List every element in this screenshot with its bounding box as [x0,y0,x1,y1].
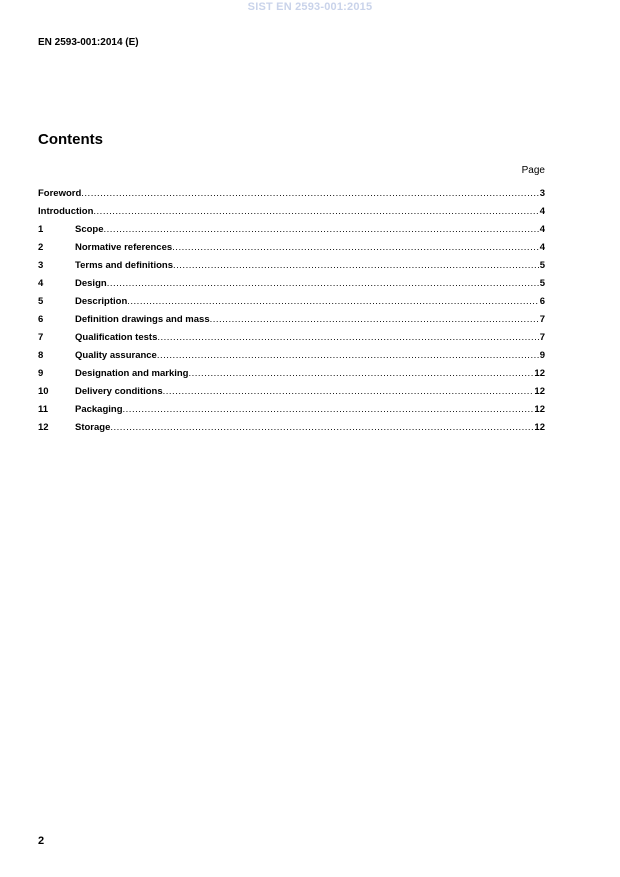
toc-entry-normative-references[interactable] [38,242,545,260]
toc-entry-definition-drawings-and-mass[interactable] [38,314,545,332]
toc-entry-quality-assurance[interactable] [38,350,545,368]
toc-entry-page: 7 [539,314,545,325]
toc-entry-description[interactable] [38,296,545,314]
toc-entry-number: 9 [38,368,44,379]
toc-dot-leader [127,296,538,307]
toc-entry-introduction[interactable] [38,206,545,224]
document-id: EN 2593-001:2014 (E) [38,37,139,48]
toc-entry-scope[interactable] [38,224,545,242]
toc-dot-leader [189,368,534,379]
toc-entry-page: 4 [539,242,545,253]
toc-entry-number: 1 [38,224,44,235]
toc-dot-leader [107,278,539,289]
toc-entry-title: Design [75,278,107,289]
watermark: SIST EN 2593-001:2015 [247,1,373,13]
toc-entry-storage[interactable] [38,422,545,440]
toc-entry-page: 6 [539,296,545,307]
toc-entry-page: 5 [539,278,545,289]
toc-entry-page: 12 [534,422,545,433]
toc-entry-page: 12 [534,368,545,379]
toc-entry-number: 6 [38,314,44,325]
toc-entry-foreword[interactable] [38,188,545,206]
toc-entry-page: 5 [539,260,545,271]
toc-entry-title: Normative references [75,242,173,253]
toc-entry-number: 12 [38,422,49,433]
toc-entry-title: Scope [75,224,104,235]
toc-dot-leader [81,188,538,199]
toc-entry-number: 11 [38,404,49,415]
page-column-label: Page [521,165,545,176]
toc-entry-title: Foreword [38,188,82,199]
page-number: 2 [38,835,45,847]
toc-dot-leader [172,242,539,253]
toc-entry-title: Storage [75,422,111,433]
toc-entry-title: Designation and marking [75,368,189,379]
toc-entry-packaging[interactable] [38,404,545,422]
toc-entry-design[interactable] [38,278,545,296]
toc-entry-number: 4 [38,278,44,289]
toc-entry-page: 9 [539,350,545,361]
toc-dot-leader [104,224,539,235]
toc-dot-leader [210,314,539,325]
toc-dot-leader [110,422,533,433]
toc-entry-page: 12 [534,404,545,415]
toc-entry-terms-and-definitions[interactable] [38,260,545,278]
toc-entry-title: Quality assurance [75,350,157,361]
toc-entry-number: 5 [38,296,44,307]
toc-entry-number: 7 [38,332,44,343]
contents-heading: Contents [38,131,103,148]
toc-entry-title: Description [75,296,128,307]
toc-entry-page: 3 [539,188,545,199]
toc-entry-title: Terms and definitions [75,260,174,271]
toc-entry-delivery-conditions[interactable] [38,386,545,404]
toc-entry-number: 8 [38,350,44,361]
toc-entry-page: 12 [534,386,545,397]
toc-dot-leader [93,206,538,217]
toc-entry-page: 7 [539,332,545,343]
table-of-contents [38,188,545,440]
toc-entry-title: Introduction [38,206,94,217]
toc-entry-title: Delivery conditions [75,386,163,397]
toc-entry-title: Definition drawings and mass [75,314,210,325]
toc-dot-leader [157,350,539,361]
toc-entry-number: 2 [38,242,44,253]
toc-entry-title: Packaging [75,404,123,415]
toc-entry-page: 4 [539,206,545,217]
toc-entry-number: 10 [38,386,49,397]
toc-entry-qualification-tests[interactable] [38,332,545,350]
toc-dot-leader [123,404,534,415]
toc-entry-page: 4 [539,224,545,235]
toc-entry-number: 3 [38,260,44,271]
toc-dot-leader [157,332,538,343]
toc-dot-leader [163,386,534,397]
toc-entry-designation-and-marking[interactable] [38,368,545,386]
toc-dot-leader [173,260,539,271]
toc-entry-title: Qualification tests [75,332,158,343]
